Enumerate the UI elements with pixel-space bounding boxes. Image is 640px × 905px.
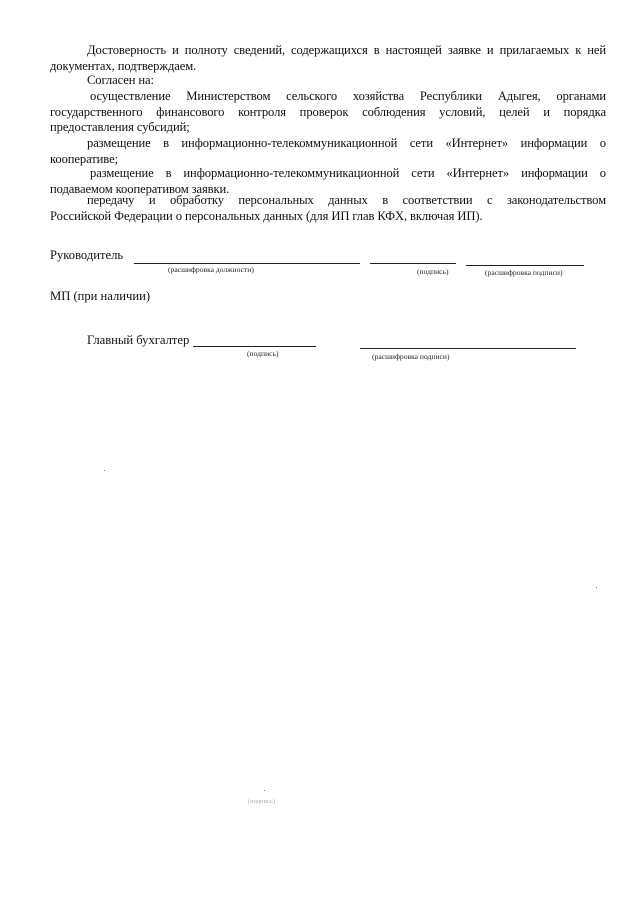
accountant-signature-caption: (подпись) [247,349,279,358]
head-signature-line [370,263,456,264]
paragraph-agree-heading [87,73,154,89]
paragraph-line: Достоверность и полноту сведений, содержащихся в настоящей заявке и прилагаемых к ней [87,43,606,57]
paragraph-line: государственного финансового контроля проверок соблюдения условий, целей и порядка [50,104,606,119]
faint-footer-caption: (подпись) [248,798,275,805]
paragraph-line: кооперативе; [50,151,118,166]
accountant-signature-line [193,346,316,347]
scan-speck [596,587,597,588]
head-position-caption: (расшифровка должности) [168,265,254,274]
paragraph-line: предоставления субсидий; [50,120,190,134]
paragraph-line: осуществление Министерством сельского хозяйства Республики Адыгея, органами [90,89,606,103]
paragraph-line: подаваемом кооперативом заявки. [50,181,230,196]
paragraph-line: размещение в информационно-телекоммуникационной сети «Интернет» информации о [87,136,606,150]
accountant-decoding-line [360,348,576,349]
stamp-label: МП (при наличии) [50,289,151,303]
head-signature-caption: (подпись) [417,267,449,276]
head-decoding-line [466,265,584,266]
head-label: Руководитель [50,248,124,262]
paragraph-line: документах, подтверждаем. [50,58,197,73]
scan-speck [264,790,265,791]
paragraph-confirmation [50,43,606,74]
head-position-line [134,263,360,264]
paragraph-line: размещение в информационно-телекоммуникационной сети «Интернет» информации о [90,166,606,180]
head-decoding-caption: (расшифровка подписи) [485,268,563,277]
paragraph-line: Российской Федерации о персональных данных (для ИП глав КФХ, включая ИП). [50,208,483,223]
accountant-decoding-caption: (расшифровка подписи) [372,352,450,361]
paragraph-inspection-consent [50,89,606,136]
accountant-label: Главный бухгалтер [87,333,190,347]
paragraph-publication-cooperative [50,136,606,167]
paragraph-line: Согласен на: [87,73,154,87]
scan-speck [104,470,105,471]
paragraph-line: передачу и обработку персональных данных в соответствии с законодательством [87,193,606,207]
paragraph-personal-data [50,193,606,224]
